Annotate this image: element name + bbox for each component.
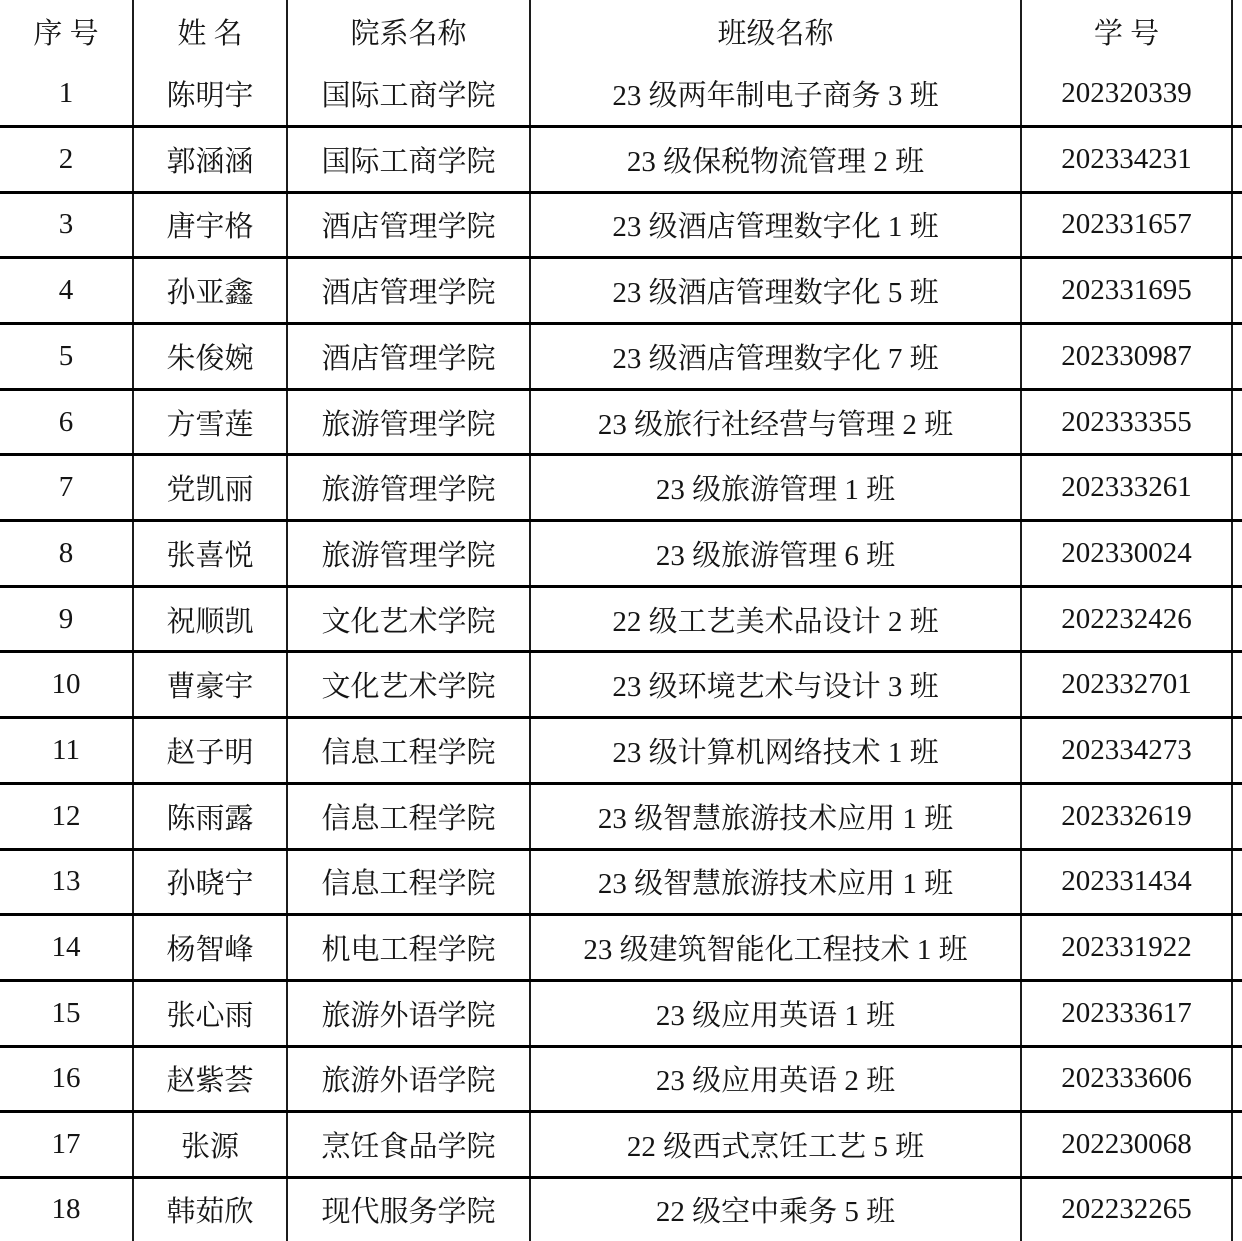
cell-department: 旅游外语学院 — [287, 980, 530, 1046]
cell-student-id: 202334273 — [1021, 718, 1232, 784]
cell-gutter — [1232, 324, 1242, 390]
col-header-index: 序 号 — [33, 18, 99, 50]
cell-class: 23 级建筑智能化工程技术 1 班 — [530, 915, 1021, 981]
cell-department: 烹饪食品学院 — [287, 1112, 530, 1178]
cell-class: 22 级工艺美术品设计 2 班 — [530, 586, 1021, 652]
cell-student-id: 202333617 — [1021, 980, 1232, 1046]
cell-index: 9 — [58, 602, 74, 635]
cell-department: 信息工程学院 — [287, 718, 530, 784]
cell-index: 10 — [51, 668, 81, 701]
cell-student-id: 202333606 — [1021, 1046, 1232, 1112]
cell-department: 国际工商学院 — [287, 63, 530, 126]
cell-name: 孙亚鑫 — [133, 258, 287, 324]
cell-index: 1 — [58, 77, 74, 110]
cell-student-id: 202331434 — [1021, 849, 1232, 915]
cell-gutter — [1232, 849, 1242, 915]
cell-name: 张源 — [133, 1112, 287, 1178]
cell-department: 机电工程学院 — [287, 915, 530, 981]
cell-student-id: 202232265 — [1021, 1177, 1232, 1241]
table-row — [0, 652, 1242, 718]
cell-index: 17 — [51, 1128, 81, 1161]
cell-name: 党凯丽 — [133, 455, 287, 521]
cell-class: 23 级保税物流管理 2 班 — [530, 126, 1021, 192]
table-row — [0, 718, 1242, 784]
cell-gutter — [1232, 718, 1242, 784]
cell-department: 文化艺术学院 — [287, 652, 530, 718]
cell-class: 23 级应用英语 1 班 — [530, 980, 1021, 1046]
cell-gutter — [1232, 915, 1242, 981]
table-row — [0, 455, 1242, 521]
table-row — [0, 915, 1242, 981]
cell-gutter — [1232, 455, 1242, 521]
cell-student-id: 202331695 — [1021, 258, 1232, 324]
cell-index: 14 — [51, 931, 81, 964]
cell-student-id: 202331922 — [1021, 915, 1232, 981]
cell-index: 2 — [58, 142, 74, 175]
cell-gutter — [1232, 1046, 1242, 1112]
cell-name: 祝顺凯 — [133, 586, 287, 652]
cell-class: 23 级酒店管理数字化 1 班 — [530, 192, 1021, 258]
cell-index: 15 — [51, 996, 81, 1029]
table-row — [0, 783, 1242, 849]
cell-index: 11 — [52, 733, 80, 766]
table-row — [0, 1046, 1242, 1112]
cell-department: 旅游管理学院 — [287, 521, 530, 587]
table-row — [0, 389, 1242, 455]
cell-department: 酒店管理学院 — [287, 192, 530, 258]
cell-index: 5 — [58, 339, 74, 372]
cell-index: 7 — [58, 471, 74, 504]
cell-gutter — [1232, 521, 1242, 587]
cell-name: 杨智峰 — [133, 915, 287, 981]
cell-student-id: 202333261 — [1021, 455, 1232, 521]
cell-class: 23 级旅游管理 1 班 — [530, 455, 1021, 521]
cell-department: 酒店管理学院 — [287, 324, 530, 390]
cell-index: 13 — [51, 865, 81, 898]
cell-gutter — [1232, 652, 1242, 718]
cell-class: 23 级旅行社经营与管理 2 班 — [530, 389, 1021, 455]
cell-department: 旅游管理学院 — [287, 389, 530, 455]
cell-student-id: 202332701 — [1021, 652, 1232, 718]
cell-gutter — [1232, 586, 1242, 652]
cell-class: 23 级旅游管理 6 班 — [530, 521, 1021, 587]
cell-department: 信息工程学院 — [287, 783, 530, 849]
cell-name: 张心雨 — [133, 980, 287, 1046]
header-gutter — [1232, 0, 1242, 63]
cell-class: 23 级环境艺术与设计 3 班 — [530, 652, 1021, 718]
cell-gutter — [1232, 980, 1242, 1046]
cell-class: 23 级酒店管理数字化 5 班 — [530, 258, 1021, 324]
cell-gutter — [1232, 63, 1242, 126]
col-header-class: 班级名称 — [530, 0, 1021, 63]
cell-name: 张喜悦 — [133, 521, 287, 587]
cell-department: 旅游外语学院 — [287, 1046, 530, 1112]
header-row — [0, 0, 1242, 63]
table-row — [0, 126, 1242, 192]
cell-gutter — [1232, 783, 1242, 849]
table-row — [0, 849, 1242, 915]
cell-name: 赵紫荟 — [133, 1046, 287, 1112]
cell-student-id: 202331657 — [1021, 192, 1232, 258]
cell-student-id: 202320339 — [1021, 63, 1232, 126]
cell-class: 23 级计算机网络技术 1 班 — [530, 718, 1021, 784]
cell-class: 23 级应用英语 2 班 — [530, 1046, 1021, 1112]
cell-name: 曹豪宇 — [133, 652, 287, 718]
cell-gutter — [1232, 389, 1242, 455]
cell-gutter — [1232, 192, 1242, 258]
cell-name: 朱俊婉 — [133, 324, 287, 390]
cell-index: 8 — [58, 536, 74, 569]
cell-class: 23 级两年制电子商务 3 班 — [530, 63, 1021, 126]
cell-index: 12 — [51, 799, 81, 832]
cell-student-id: 202232426 — [1021, 586, 1232, 652]
col-header-name: 姓 名 — [133, 0, 287, 63]
cell-name: 孙晓宁 — [133, 849, 287, 915]
table-row — [0, 258, 1242, 324]
cell-student-id: 202230068 — [1021, 1112, 1232, 1178]
cell-student-id: 202330024 — [1021, 521, 1232, 587]
cell-gutter — [1232, 1177, 1242, 1241]
cell-name: 韩茹欣 — [133, 1177, 287, 1241]
cell-department: 信息工程学院 — [287, 849, 530, 915]
table-row — [0, 1177, 1242, 1241]
cell-index: 3 — [58, 208, 74, 241]
table-row — [0, 586, 1242, 652]
cell-student-id: 202330987 — [1021, 324, 1232, 390]
table-row — [0, 192, 1242, 258]
cell-name: 赵子明 — [133, 718, 287, 784]
cell-name: 郭涵涵 — [133, 126, 287, 192]
cell-name: 唐宇格 — [133, 192, 287, 258]
cell-department: 旅游管理学院 — [287, 455, 530, 521]
cell-department: 文化艺术学院 — [287, 586, 530, 652]
cell-class: 23 级酒店管理数字化 7 班 — [530, 324, 1021, 390]
table-row — [0, 980, 1242, 1046]
col-header-department: 院系名称 — [287, 0, 530, 63]
table-row — [0, 63, 1242, 126]
cell-class: 23 级智慧旅游技术应用 1 班 — [530, 849, 1021, 915]
cell-student-id: 202332619 — [1021, 783, 1232, 849]
cell-department: 现代服务学院 — [287, 1177, 530, 1241]
cell-index: 16 — [51, 1062, 81, 1095]
cell-index: 6 — [58, 405, 74, 438]
cell-class: 23 级智慧旅游技术应用 1 班 — [530, 783, 1021, 849]
cell-name: 方雪莲 — [133, 389, 287, 455]
cell-gutter — [1232, 126, 1242, 192]
cell-gutter — [1232, 1112, 1242, 1178]
table-row — [0, 1112, 1242, 1178]
cell-name: 陈明宇 — [133, 63, 287, 126]
cell-name: 陈雨露 — [133, 783, 287, 849]
cell-student-id: 202333355 — [1021, 389, 1232, 455]
cell-class: 22 级空中乘务 5 班 — [530, 1177, 1021, 1241]
cell-class: 22 级西式烹饪工艺 5 班 — [530, 1112, 1021, 1178]
cell-department: 酒店管理学院 — [287, 258, 530, 324]
cell-gutter — [1232, 258, 1242, 324]
cell-index: 4 — [58, 274, 74, 307]
table-row — [0, 521, 1242, 587]
cell-student-id: 202334231 — [1021, 126, 1232, 192]
table-row — [0, 324, 1242, 390]
col-header-student-id: 学 号 — [1021, 0, 1232, 63]
cell-department: 国际工商学院 — [287, 126, 530, 192]
cell-index: 18 — [51, 1193, 81, 1226]
